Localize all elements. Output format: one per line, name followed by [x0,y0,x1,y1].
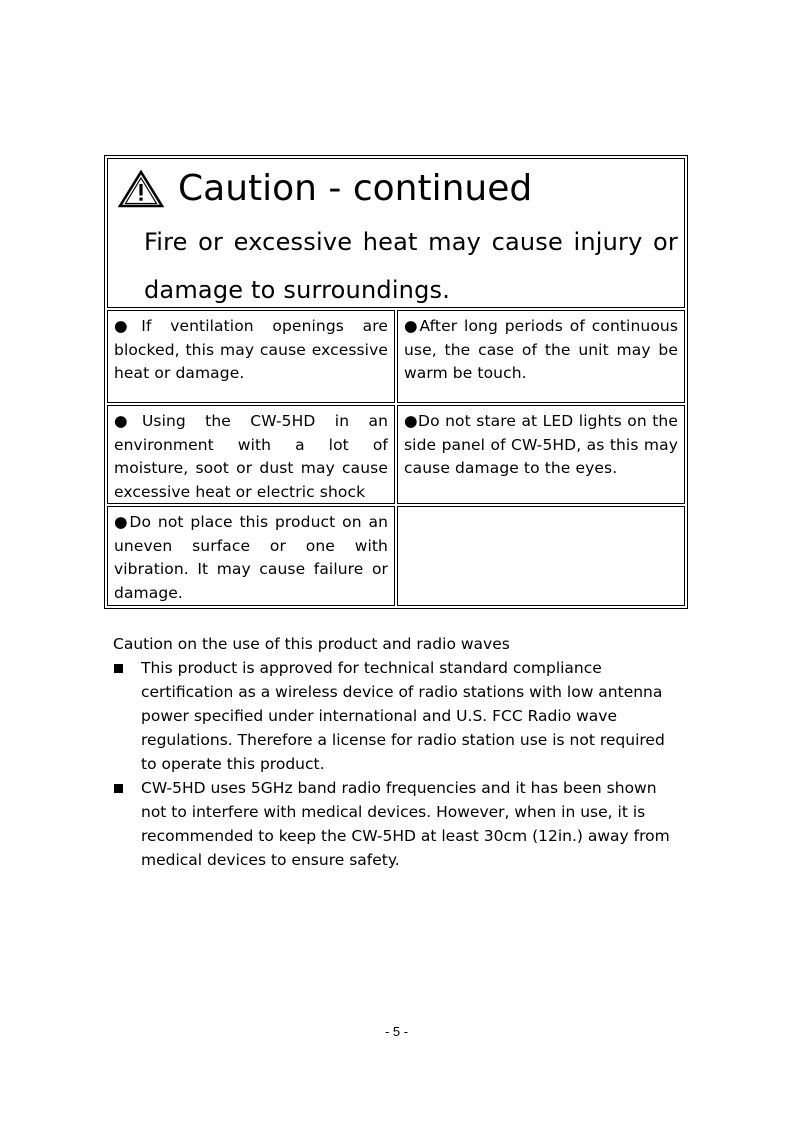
caution-cell-empty [397,506,685,606]
square-bullet-icon [114,784,123,793]
warning-triangle-icon [118,170,164,208]
caution-cell-led-lights: ●Do not stare at LED lights on the side panel of CW-5HD, as this may cause damage to the eyes. [397,405,685,504]
caution-header [107,158,685,308]
page-number: - 5 - [384,1024,409,1039]
list-item-text: This product is approved for technical standard compliance certification as a wireless device of radio stations with low antenna power specified under international and U.S. FCC Radio wave regulations. Therefore a license for radio station use is not required to operate this product. [141,659,665,773]
caution-cell-environment: ●Using the CW-5HD in an environment with a lot of moisture, soot or dust may cause excessive heat or electric shock [107,405,395,504]
caution-title: Caution - continued [178,168,533,209]
caution-table [104,155,688,609]
caution-cell-uneven-surface: ●Do not place this product on an uneven surface or one with vibration. It may cause failure or damage. [107,506,395,606]
radio-wave-notes [113,632,685,872]
caution-heading [118,167,532,211]
caution-row [107,506,685,606]
square-bullet-icon [114,664,123,673]
list-item [113,776,685,872]
caution-row [107,310,685,403]
list-item-text: CW-5HD uses 5GHz band radio frequencies and it has been shown not to interfere with medical devices. However, when in use, it is recommended to keep the CW-5HD at least 30cm (12in.) away from medical devices to ensure safety. [141,779,670,869]
list-item [113,656,685,776]
caution-cell-ventilation: ●If ventilation openings are blocked, this may cause excessive heat or damage. [107,310,395,403]
caution-cell-continuous-use: ●After long periods of continuous use, the case of the unit may be warm be touch. [397,310,685,403]
caution-subtitle: Fire or excessive heat may cause injury or damage to surroundings. [144,228,678,304]
notes-title: Caution on the use of this product and radio waves [113,635,510,653]
caution-row [107,405,685,504]
